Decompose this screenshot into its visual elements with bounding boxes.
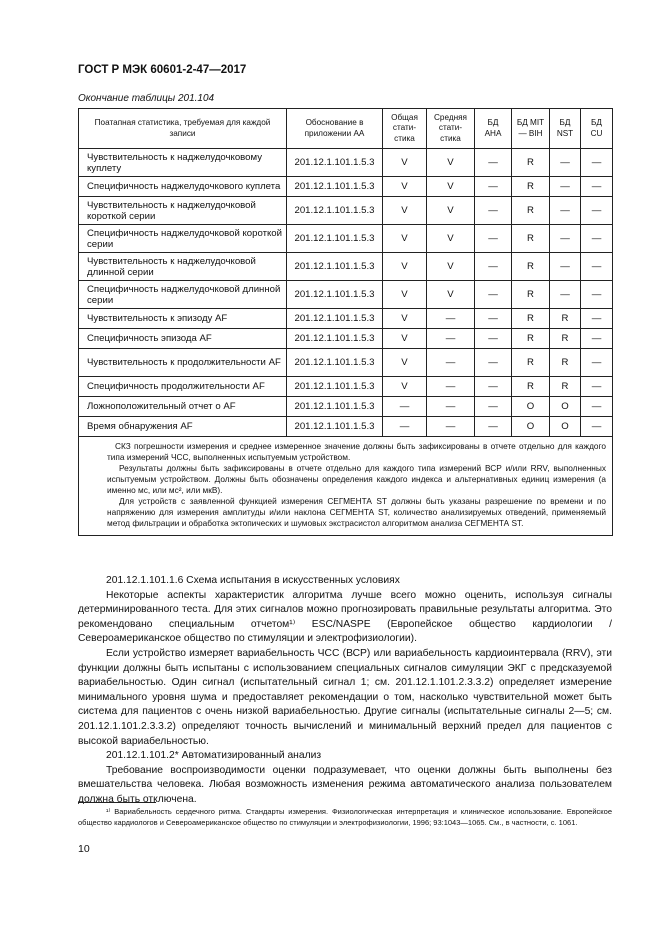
value-cell: V — [383, 377, 427, 397]
value-cell: V — [383, 253, 427, 281]
value-cell: — — [475, 225, 512, 253]
reference-cell: 201.12.1.101.1.5.3 — [287, 417, 383, 437]
value-cell: — — [475, 149, 512, 177]
value-cell: O — [550, 417, 581, 437]
column-header: БД АНА — [475, 109, 512, 149]
value-cell: R — [512, 329, 550, 349]
value-cell: — — [581, 377, 613, 397]
reference-cell: 201.12.1.101.1.5.3 — [287, 329, 383, 349]
section-heading: 201.12.1.101.2* Автоматизированный анализ — [106, 750, 322, 762]
value-cell: V — [427, 225, 475, 253]
reference-cell: 201.12.1.101.1.5.3 — [287, 225, 383, 253]
table-row — [79, 309, 613, 329]
reference-cell: 201.12.1.101.1.5.3 — [287, 397, 383, 417]
statistic-name-cell: Чувствительность к наджелудочковой короткой серии — [79, 197, 287, 225]
value-cell: — — [581, 397, 613, 417]
column-header: Обоснование в приложении АА — [287, 109, 383, 149]
value-cell: — — [581, 329, 613, 349]
note-paragraph: Результаты должны быть зафиксированы в отчете отдельно для каждого типа измерений ВСР и/или RRV, выполненных испытуемым устройством. Должны быть обозначены определения каждого индекса и альтернативных единиц измерения (а именно мс, или мс², или мкВ). — [107, 463, 606, 495]
value-cell: V — [383, 197, 427, 225]
value-cell: — — [427, 309, 475, 329]
footnote-text: ¹⁾ Вариабельность сердечного ритма. Стандарты измерения. Физиологическая интерпретация и клиническое использование. Европейское общество кардиологов и Североамериканское общество по стимуляции и электрофизиологии, 1996; 93:1043—1065. См., в частности, с. 1061. — [78, 807, 612, 827]
value-cell: R — [550, 329, 581, 349]
statistic-name-cell: Специфичность наджелудочкового куплета — [79, 177, 287, 197]
value-cell: O — [512, 417, 550, 437]
footnote-divider — [78, 802, 156, 803]
value-cell: R — [550, 309, 581, 329]
value-cell: — — [550, 225, 581, 253]
value-cell: — — [475, 197, 512, 225]
value-cell: R — [512, 349, 550, 377]
value-cell: — — [581, 177, 613, 197]
value-cell: — — [475, 253, 512, 281]
reference-cell: 201.12.1.101.1.5.3 — [287, 177, 383, 197]
statistic-name-cell: Специфичность наджелудочковой длинной серии — [79, 281, 287, 309]
value-cell: O — [550, 397, 581, 417]
value-cell: — — [475, 397, 512, 417]
value-cell: V — [427, 281, 475, 309]
value-cell: V — [383, 329, 427, 349]
table-row — [79, 197, 613, 225]
value-cell: R — [512, 377, 550, 397]
table-row — [79, 149, 613, 177]
table-row — [79, 397, 613, 417]
body-text — [78, 574, 612, 808]
value-cell: — — [427, 417, 475, 437]
reference-cell: 201.12.1.101.1.5.3 — [287, 281, 383, 309]
body-paragraph: Требование воспроизводимости оценки подразумевает, что оценки должны быть выполнены без вмешательства человека. Любая возможность изменения режима автоматического анализа пользователем должна быть отключена. — [78, 764, 612, 805]
value-cell: R — [550, 377, 581, 397]
value-cell: V — [383, 177, 427, 197]
reference-cell: 201.12.1.101.1.5.3 — [287, 253, 383, 281]
value-cell: R — [512, 177, 550, 197]
reference-cell: 201.12.1.101.1.5.3 — [287, 197, 383, 225]
value-cell: — — [475, 309, 512, 329]
table-header-row — [79, 109, 613, 149]
table-row — [79, 281, 613, 309]
table-row — [79, 177, 613, 197]
document-header: ГОСТ Р МЭК 60601-2-47—2017 — [78, 64, 247, 76]
value-cell: — — [427, 349, 475, 377]
column-header: Поатапная статистика, требуемая для каждой записи — [79, 109, 287, 149]
body-paragraph: Если устройство измеряет вариабельность ЧСС (ВСР) или вариабельность кардиоинтервала (RRV), эти функции должны быть испытаны с использованием специальных сигналов симуляции ЭКГ с предсказуемой вариабельностью. Один сигнал (испытательный сигнал 1; см. 201.12.1.101.2.3.3.2) определяет измерение минимального уровня шума и предоставляет рекомендации о том, насколько чувствительной может быть система для пациентов с очень низкой вариабельностью. Другие сигналы (испытательные сигналы 2—5; см. 201.12.1.101.2.3.3.2) определяют точность вычислений и минимальный верхний предел для пациентов с высокой вариабельностью. — [78, 647, 612, 747]
value-cell: — — [581, 149, 613, 177]
value-cell: — — [475, 349, 512, 377]
value-cell: — — [550, 149, 581, 177]
body-paragraph: Некоторые аспекты характеристик алгоритма лучше всего можно оценить, используя сигналы детерминированного теста. Для этих сигналов можно прогнозировать правильные результаты алгоритма. Это рекомендовано специальным отчетом¹⁾ ESC/NASPE (Европейское общество кардиологии / Североамериканское общество по стимуляции и электрофизиологии). — [78, 589, 612, 645]
value-cell: V — [383, 149, 427, 177]
note-paragraph: Для устройств с заявленной функцией измерения СЕГМЕНТА ST должны быть указаны разрешение по времени и по напряжению для измерения амплитуды и/или наклона СЕГМЕНТА ST, количество анализируемых отведений, применяемый метод фильтрации и обработка эктопических и шумовых экстрасистол алгоритмом анализа СЕГМЕНТА ST. — [107, 496, 606, 528]
value-cell: R — [512, 197, 550, 225]
statistic-name-cell: Специфичность продолжительности AF — [79, 377, 287, 397]
value-cell: — — [475, 329, 512, 349]
value-cell: R — [512, 281, 550, 309]
value-cell: — — [427, 329, 475, 349]
statistics-table — [78, 108, 613, 536]
statistic-name-cell: Ложноположительный отчет о AF — [79, 397, 287, 417]
table-notes — [79, 437, 613, 536]
value-cell: — — [550, 197, 581, 225]
column-header: БД CU — [581, 109, 613, 149]
value-cell: R — [512, 253, 550, 281]
value-cell: V — [427, 197, 475, 225]
value-cell: O — [512, 397, 550, 417]
statistic-name-cell: Чувствительность к продолжительности AF — [79, 349, 287, 377]
value-cell: — — [475, 177, 512, 197]
value-cell: R — [512, 309, 550, 329]
value-cell: R — [550, 349, 581, 377]
statistic-name-cell: Чувствительность к наджелудочковому куплету — [79, 149, 287, 177]
value-cell: — — [383, 397, 427, 417]
column-header: Средняя стати-стика — [427, 109, 475, 149]
statistic-name-cell: Специфичность наджелудочковой короткой серии — [79, 225, 287, 253]
value-cell: V — [383, 349, 427, 377]
value-cell: — — [475, 417, 512, 437]
table-row — [79, 253, 613, 281]
value-cell: — — [581, 309, 613, 329]
section-heading: 201.12.1.101.1.6 Схема испытания в искусственных условиях — [106, 575, 400, 586]
table-row — [79, 417, 613, 437]
column-header: Общая стати-стика — [383, 109, 427, 149]
value-cell: V — [383, 281, 427, 309]
value-cell: — — [475, 281, 512, 309]
page-number: 10 — [78, 843, 90, 855]
value-cell: R — [512, 225, 550, 253]
column-header: БД NST — [550, 109, 581, 149]
value-cell: — — [383, 417, 427, 437]
value-cell: — — [581, 225, 613, 253]
value-cell: V — [383, 225, 427, 253]
value-cell: — — [581, 281, 613, 309]
value-cell: — — [581, 417, 613, 437]
column-header: БД MIT — BIH — [512, 109, 550, 149]
value-cell: — — [550, 281, 581, 309]
table-caption: Окончание таблицы 201.104 — [78, 93, 215, 104]
table-row — [79, 349, 613, 377]
statistic-name-cell: Чувствительность к эпизоду AF — [79, 309, 287, 329]
value-cell: — — [475, 377, 512, 397]
reference-cell: 201.12.1.101.1.5.3 — [287, 309, 383, 329]
value-cell: V — [383, 309, 427, 329]
value-cell: — — [581, 197, 613, 225]
reference-cell: 201.12.1.101.1.5.3 — [287, 377, 383, 397]
footnote — [78, 806, 612, 828]
note-paragraph: СКЗ погрешности измерения и среднее измеренное значение должны быть зафиксированы в отчете отдельно для каждого типа измерений ЧСС, выполненных испытуемым устройством. — [107, 441, 606, 462]
table-row — [79, 377, 613, 397]
table-row — [79, 225, 613, 253]
statistic-name-cell: Время обнаружения AF — [79, 417, 287, 437]
value-cell: — — [550, 177, 581, 197]
value-cell: V — [427, 149, 475, 177]
statistic-name-cell: Чувствительность к наджелудочковой длинной серии — [79, 253, 287, 281]
value-cell: — — [581, 253, 613, 281]
reference-cell: 201.12.1.101.1.5.3 — [287, 149, 383, 177]
value-cell: — — [581, 349, 613, 377]
value-cell: — — [427, 397, 475, 417]
table-notes-row — [79, 437, 613, 536]
value-cell: — — [427, 377, 475, 397]
reference-cell: 201.12.1.101.1.5.3 — [287, 349, 383, 377]
value-cell: — — [550, 253, 581, 281]
statistic-name-cell: Специфичность эпизода AF — [79, 329, 287, 349]
value-cell: V — [427, 177, 475, 197]
table-row — [79, 329, 613, 349]
value-cell: R — [512, 149, 550, 177]
value-cell: V — [427, 253, 475, 281]
